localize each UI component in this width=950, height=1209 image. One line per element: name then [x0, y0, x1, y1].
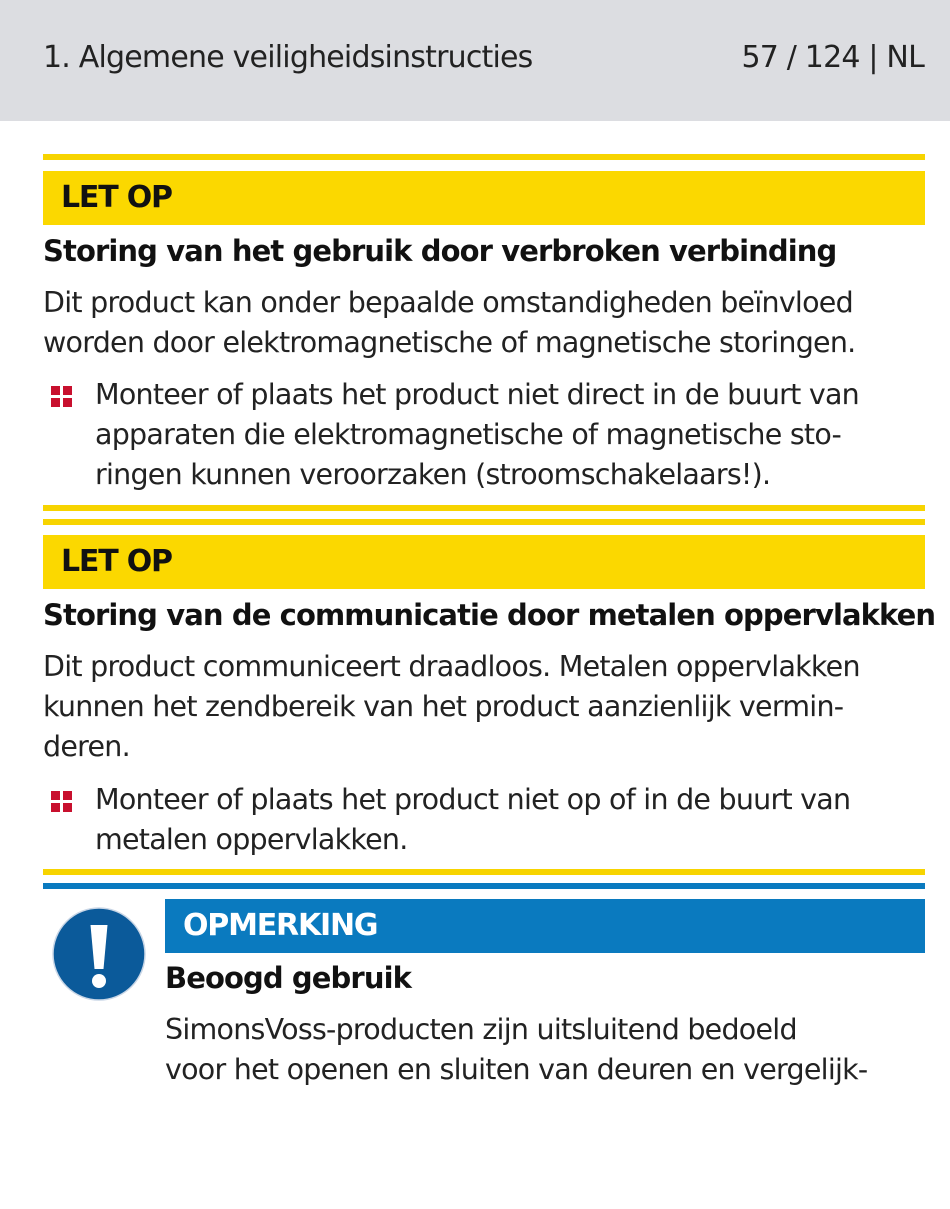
- page-number: 57 / 124 | NL: [741, 40, 924, 75]
- note-body: [165, 1010, 945, 1090]
- exclamation-circle-icon: [51, 906, 147, 1002]
- body-line: deren.: [43, 730, 130, 763]
- bullet-line: ringen kunnen veroorzaken (stroomschakelaars!).: [95, 458, 771, 491]
- bullet-line: metalen oppervlakken.: [95, 823, 408, 856]
- bullet-line: Monteer of plaats het product niet op of in de buurt van: [95, 783, 851, 816]
- note-title: Beoogd gebruik: [165, 961, 411, 995]
- notice-top-rule: [43, 519, 925, 525]
- bullet-text: [95, 375, 935, 495]
- notice-label: LET OP: [43, 535, 925, 589]
- bullet-square-icon: [51, 386, 73, 408]
- bullet-text: [95, 780, 935, 860]
- bullet-line: apparaten die elektromagnetische of magnetische sto-: [95, 418, 842, 451]
- body-line: Dit product communiceert draadloos. Metalen oppervlakken: [43, 650, 860, 683]
- notice-title: Storing van het gebruik door verbroken verbinding: [43, 234, 837, 268]
- notice-top-rule: [43, 154, 925, 160]
- notice-body: [43, 283, 943, 363]
- bullet-line: Monteer of plaats het product niet direct in de buurt van: [95, 378, 859, 411]
- notice-body: [43, 647, 943, 767]
- section-title: 1. Algemene veiligheidsinstructies: [43, 40, 533, 75]
- body-line: Dit product kan onder bepaalde omstandigheden beïnvloed: [43, 286, 853, 319]
- notice-bottom-rule: [43, 869, 925, 875]
- note-label: OPMERKING: [165, 899, 925, 953]
- notice-title: Storing van de communicatie door metalen oppervlakken: [43, 598, 936, 632]
- body-line: SimonsVoss-producten zijn uitsluitend bedoeld: [165, 1013, 797, 1046]
- body-line: worden door elektromagnetische of magnetische storingen.: [43, 326, 856, 359]
- page-header: [0, 0, 950, 121]
- note-top-rule: [43, 883, 925, 889]
- bullet-square-icon: [51, 791, 73, 813]
- body-line: kunnen het zendbereik van het product aanzienlijk vermin-: [43, 690, 844, 723]
- body-line: voor het openen en sluiten van deuren en vergelijk-: [165, 1053, 868, 1086]
- notice-label: LET OP: [43, 171, 925, 225]
- notice-bottom-rule: [43, 505, 925, 511]
